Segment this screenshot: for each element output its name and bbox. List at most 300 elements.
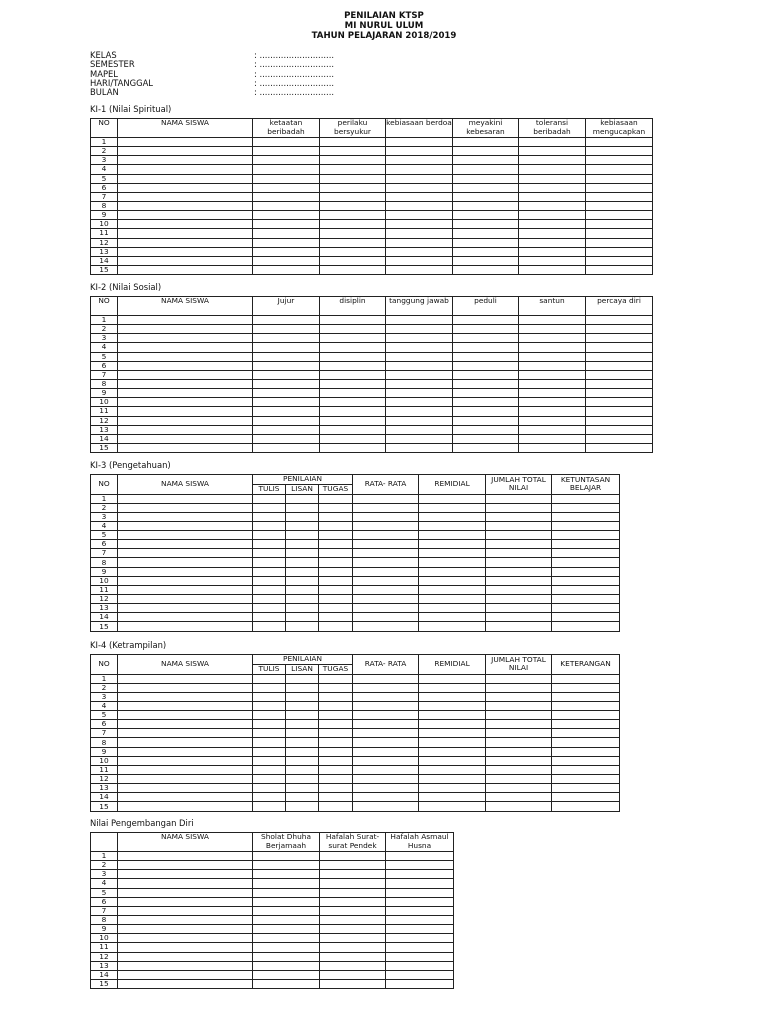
info-value: : ............................ xyxy=(254,77,335,88)
input-cell xyxy=(453,256,519,265)
input-cell xyxy=(486,701,552,710)
row-number: 5 xyxy=(91,352,118,361)
table-row xyxy=(91,265,653,274)
input-cell xyxy=(586,407,653,416)
input-cell xyxy=(253,265,320,274)
input-cell xyxy=(253,720,286,729)
input-cell xyxy=(519,316,586,325)
table-pengembangan-diri xyxy=(90,832,454,989)
row-number: 14 xyxy=(91,793,118,802)
table-row xyxy=(91,576,620,585)
input-cell xyxy=(320,156,386,165)
input-cell xyxy=(118,567,253,576)
input-cell xyxy=(253,147,320,156)
input-cell xyxy=(286,540,319,549)
doc-title-line-2: MI NURUL ULUM xyxy=(344,21,424,31)
row-number: 7 xyxy=(91,192,118,201)
input-cell xyxy=(118,765,253,774)
info-value: : ............................ xyxy=(254,87,335,98)
info-value: : ............................ xyxy=(254,50,335,60)
input-cell xyxy=(118,183,253,192)
header-jujur: Jujur xyxy=(253,297,320,316)
table-row xyxy=(91,316,653,325)
input-cell xyxy=(286,576,319,585)
row-number: 8 xyxy=(91,915,118,924)
input-cell xyxy=(118,512,253,521)
input-cell xyxy=(118,138,253,147)
row-number: 9 xyxy=(91,567,118,576)
input-cell xyxy=(486,711,552,720)
row-number: 1 xyxy=(91,316,118,325)
table-row xyxy=(91,361,653,370)
table-row xyxy=(91,370,653,379)
header-ketaatan-beribadah: ketaatan beribadah xyxy=(253,119,320,138)
header-tulis: TULIS xyxy=(253,485,286,495)
input-cell xyxy=(253,201,320,210)
input-cell xyxy=(419,683,486,692)
input-cell xyxy=(319,683,353,692)
row-number: 13 xyxy=(91,425,118,434)
input-cell xyxy=(118,915,253,924)
input-cell xyxy=(453,138,519,147)
input-cell xyxy=(118,540,253,549)
input-cell xyxy=(286,775,319,784)
input-cell xyxy=(320,434,386,443)
table-row xyxy=(91,443,653,452)
table-row xyxy=(91,943,454,952)
input-cell xyxy=(253,211,320,220)
input-cell xyxy=(386,138,453,147)
table-row xyxy=(91,852,454,861)
input-cell xyxy=(386,970,454,979)
input-cell xyxy=(519,247,586,256)
input-cell xyxy=(386,147,453,156)
input-cell xyxy=(386,398,453,407)
table-row xyxy=(91,558,620,567)
input-cell xyxy=(118,247,253,256)
input-cell xyxy=(118,906,253,915)
input-cell xyxy=(353,540,419,549)
input-cell xyxy=(320,138,386,147)
input-cell xyxy=(353,503,419,512)
input-cell xyxy=(118,738,253,747)
input-cell xyxy=(386,925,454,934)
input-cell xyxy=(552,567,620,576)
input-cell xyxy=(586,256,653,265)
table-row xyxy=(91,906,454,915)
input-cell xyxy=(118,683,253,692)
input-cell xyxy=(286,604,319,613)
input-cell xyxy=(118,165,253,174)
input-cell xyxy=(353,683,419,692)
row-number: 11 xyxy=(91,943,118,952)
input-cell xyxy=(419,711,486,720)
input-cell xyxy=(419,613,486,622)
input-cell xyxy=(419,784,486,793)
input-cell xyxy=(586,138,653,147)
input-cell xyxy=(253,906,320,915)
input-cell xyxy=(552,775,620,784)
header-sholat-dhuha: Sholat Dhuha Berjamaah xyxy=(253,833,320,852)
table-row xyxy=(91,701,620,710)
input-cell xyxy=(386,229,453,238)
input-cell xyxy=(118,147,253,156)
row-number: 9 xyxy=(91,925,118,934)
input-cell xyxy=(353,729,419,738)
input-cell xyxy=(586,325,653,334)
input-cell xyxy=(586,192,653,201)
input-cell xyxy=(319,747,353,756)
row-number: 4 xyxy=(91,521,118,530)
input-cell xyxy=(552,512,620,521)
row-number: 4 xyxy=(91,343,118,352)
input-cell xyxy=(253,613,286,622)
input-cell xyxy=(386,870,454,879)
row-number: 13 xyxy=(91,784,118,793)
input-cell xyxy=(586,370,653,379)
input-cell xyxy=(319,512,353,521)
input-cell xyxy=(253,352,320,361)
input-cell xyxy=(253,747,286,756)
input-cell xyxy=(118,549,253,558)
table-ki4 xyxy=(90,654,620,812)
input-cell xyxy=(118,720,253,729)
section-title-ki4: KI-4 (Ketrampilan) xyxy=(90,640,167,650)
rows-pengembangan-diri xyxy=(91,852,454,989)
input-cell xyxy=(453,398,519,407)
input-cell xyxy=(453,389,519,398)
input-cell xyxy=(486,494,552,503)
input-cell xyxy=(453,174,519,183)
input-cell xyxy=(552,765,620,774)
input-cell xyxy=(519,138,586,147)
input-cell xyxy=(453,316,519,325)
input-cell xyxy=(253,425,320,434)
table-row xyxy=(91,147,653,156)
table-row xyxy=(91,970,454,979)
input-cell xyxy=(353,512,419,521)
input-cell xyxy=(453,443,519,452)
row-number: 12 xyxy=(91,595,118,604)
input-cell xyxy=(320,870,386,879)
input-cell xyxy=(486,604,552,613)
input-cell xyxy=(320,229,386,238)
input-cell xyxy=(253,852,320,861)
input-cell xyxy=(486,784,552,793)
input-cell xyxy=(586,361,653,370)
row-number: 2 xyxy=(91,861,118,870)
input-cell xyxy=(320,201,386,210)
row-number: 3 xyxy=(91,692,118,701)
input-cell xyxy=(519,434,586,443)
row-number: 14 xyxy=(91,613,118,622)
input-cell xyxy=(286,494,319,503)
section-title-ki1: KI-1 (Nilai Spiritual) xyxy=(90,104,172,114)
table-row xyxy=(91,238,653,247)
input-cell xyxy=(486,531,552,540)
input-cell xyxy=(320,970,386,979)
table-row xyxy=(91,720,620,729)
input-cell xyxy=(320,407,386,416)
input-cell xyxy=(118,558,253,567)
row-number: 6 xyxy=(91,720,118,729)
table-row xyxy=(91,503,620,512)
header-nama-siswa: NAMA SISWA xyxy=(118,833,253,852)
input-cell xyxy=(419,503,486,512)
input-cell xyxy=(453,220,519,229)
input-cell xyxy=(586,201,653,210)
input-cell xyxy=(118,961,253,970)
input-cell xyxy=(253,595,286,604)
input-cell xyxy=(552,747,620,756)
input-cell xyxy=(286,622,319,631)
header-perilaku-bersyukur: perilaku bersyukur xyxy=(320,119,386,138)
input-cell xyxy=(320,934,386,943)
input-cell xyxy=(486,521,552,530)
input-cell xyxy=(253,701,286,710)
input-cell xyxy=(486,585,552,594)
doc-title-line-3: TAHUN PELAJARAN 2018/2019 xyxy=(311,31,457,41)
table-row xyxy=(91,622,620,631)
input-cell xyxy=(419,512,486,521)
header-penilaian: PENILAIAN xyxy=(253,655,353,665)
table-row xyxy=(91,674,620,683)
input-cell xyxy=(253,979,320,988)
input-cell xyxy=(118,325,253,334)
input-cell xyxy=(319,622,353,631)
input-cell xyxy=(118,379,253,388)
input-cell xyxy=(386,934,454,943)
input-cell xyxy=(253,174,320,183)
input-cell xyxy=(552,531,620,540)
input-cell xyxy=(353,711,419,720)
input-cell xyxy=(453,352,519,361)
input-cell xyxy=(253,416,320,425)
table-ki2 xyxy=(90,296,653,453)
rows-ki2 xyxy=(91,316,653,453)
input-cell xyxy=(386,220,453,229)
input-cell xyxy=(118,775,253,784)
input-cell xyxy=(118,398,253,407)
input-cell xyxy=(320,915,386,924)
input-cell xyxy=(353,549,419,558)
table-row xyxy=(91,174,653,183)
table-row xyxy=(91,775,620,784)
table-row xyxy=(91,398,653,407)
input-cell xyxy=(519,156,586,165)
input-cell xyxy=(386,334,453,343)
row-number: 14 xyxy=(91,434,118,443)
table-row xyxy=(91,156,653,165)
input-cell xyxy=(386,325,453,334)
input-cell xyxy=(586,247,653,256)
input-cell xyxy=(286,802,319,811)
input-cell xyxy=(586,220,653,229)
input-cell xyxy=(453,192,519,201)
input-cell xyxy=(386,961,454,970)
input-cell xyxy=(118,192,253,201)
input-cell xyxy=(286,503,319,512)
input-cell xyxy=(519,229,586,238)
input-cell xyxy=(319,494,353,503)
input-cell xyxy=(253,870,320,879)
input-cell xyxy=(552,692,620,701)
input-cell xyxy=(552,802,620,811)
table-row xyxy=(91,201,653,210)
input-cell xyxy=(419,585,486,594)
input-cell xyxy=(286,720,319,729)
table-row xyxy=(91,861,454,870)
table-row xyxy=(91,683,620,692)
input-cell xyxy=(453,343,519,352)
row-number: 7 xyxy=(91,370,118,379)
input-cell xyxy=(253,861,320,870)
row-number: 2 xyxy=(91,503,118,512)
row-number: 15 xyxy=(91,265,118,274)
input-cell xyxy=(353,595,419,604)
input-cell xyxy=(319,521,353,530)
input-cell xyxy=(353,793,419,802)
input-cell xyxy=(519,334,586,343)
table-row xyxy=(91,521,620,530)
table-row xyxy=(91,747,620,756)
input-cell xyxy=(253,961,320,970)
header-nama-siswa: NAMA SISWA xyxy=(118,655,253,675)
row-number: 12 xyxy=(91,775,118,784)
input-cell xyxy=(419,567,486,576)
rows-ki4 xyxy=(91,674,620,811)
input-cell xyxy=(519,398,586,407)
header-lisan: LISAN xyxy=(286,485,319,495)
input-cell xyxy=(353,701,419,710)
row-number: 1 xyxy=(91,494,118,503)
input-cell xyxy=(286,738,319,747)
input-cell xyxy=(253,256,320,265)
input-cell xyxy=(319,793,353,802)
row-number: 4 xyxy=(91,701,118,710)
input-cell xyxy=(486,747,552,756)
section-title-ki2: KI-2 (Nilai Sosial) xyxy=(90,282,162,292)
input-cell xyxy=(253,361,320,370)
input-cell xyxy=(118,201,253,210)
table-row xyxy=(91,961,454,970)
header-santun: santun xyxy=(519,297,586,316)
input-cell xyxy=(552,720,620,729)
input-cell xyxy=(253,156,320,165)
input-cell xyxy=(253,711,286,720)
input-cell xyxy=(253,888,320,897)
input-cell xyxy=(386,425,453,434)
row-number: 13 xyxy=(91,961,118,970)
input-cell xyxy=(552,613,620,622)
table-ki1 xyxy=(90,118,653,275)
input-cell xyxy=(386,183,453,192)
input-cell xyxy=(253,540,286,549)
row-number: 15 xyxy=(91,622,118,631)
header-rata-rata: RATA- RATA xyxy=(353,475,419,495)
header-no: NO xyxy=(91,119,118,138)
row-number: 7 xyxy=(91,729,118,738)
header-hafalan-surat-pendek: Hafalah Surat-surat Pendek xyxy=(320,833,386,852)
input-cell xyxy=(118,888,253,897)
input-cell xyxy=(386,906,454,915)
input-cell xyxy=(552,585,620,594)
input-cell xyxy=(319,549,353,558)
input-cell xyxy=(419,494,486,503)
input-cell xyxy=(552,604,620,613)
input-cell xyxy=(519,407,586,416)
input-cell xyxy=(386,915,454,924)
input-cell xyxy=(419,531,486,540)
table-row xyxy=(91,379,653,388)
input-cell xyxy=(353,720,419,729)
row-number: 9 xyxy=(91,389,118,398)
input-cell xyxy=(320,897,386,906)
input-cell xyxy=(253,692,286,701)
input-cell xyxy=(486,674,552,683)
input-cell xyxy=(386,979,454,988)
row-number: 12 xyxy=(91,952,118,961)
input-cell xyxy=(419,720,486,729)
input-cell xyxy=(118,343,253,352)
input-cell xyxy=(286,567,319,576)
input-cell xyxy=(519,174,586,183)
input-cell xyxy=(118,220,253,229)
input-cell xyxy=(320,361,386,370)
input-cell xyxy=(320,265,386,274)
input-cell xyxy=(353,531,419,540)
input-cell xyxy=(552,738,620,747)
header-meyakini-kebesaran: meyakini kebesaran xyxy=(453,119,519,138)
row-number: 10 xyxy=(91,756,118,765)
input-cell xyxy=(386,156,453,165)
input-cell xyxy=(386,352,453,361)
input-cell xyxy=(118,595,253,604)
input-cell xyxy=(519,192,586,201)
table-row xyxy=(91,407,653,416)
header-remidial: REMIDIAL xyxy=(419,655,486,675)
table-row xyxy=(91,192,653,201)
input-cell xyxy=(419,775,486,784)
input-cell xyxy=(586,238,653,247)
input-cell xyxy=(486,567,552,576)
input-cell xyxy=(253,192,320,201)
row-number: 1 xyxy=(91,852,118,861)
row-number: 5 xyxy=(91,711,118,720)
input-cell xyxy=(253,558,286,567)
input-cell xyxy=(320,389,386,398)
input-cell xyxy=(353,674,419,683)
input-cell xyxy=(118,156,253,165)
header-nama-siswa: NAMA SISWA xyxy=(118,475,253,495)
input-cell xyxy=(253,220,320,229)
table-row xyxy=(91,802,620,811)
table-ki3 xyxy=(90,474,620,632)
input-cell xyxy=(453,156,519,165)
input-cell xyxy=(353,613,419,622)
input-cell xyxy=(586,229,653,238)
input-cell xyxy=(386,379,453,388)
input-cell xyxy=(453,183,519,192)
row-number: 12 xyxy=(91,238,118,247)
input-cell xyxy=(453,361,519,370)
input-cell xyxy=(552,622,620,631)
input-cell xyxy=(586,398,653,407)
section-title-pengembangan-diri: Nilai Pengembangan Diri xyxy=(90,818,194,828)
input-cell xyxy=(286,784,319,793)
row-number: 10 xyxy=(91,398,118,407)
header-no: NO xyxy=(91,655,118,675)
